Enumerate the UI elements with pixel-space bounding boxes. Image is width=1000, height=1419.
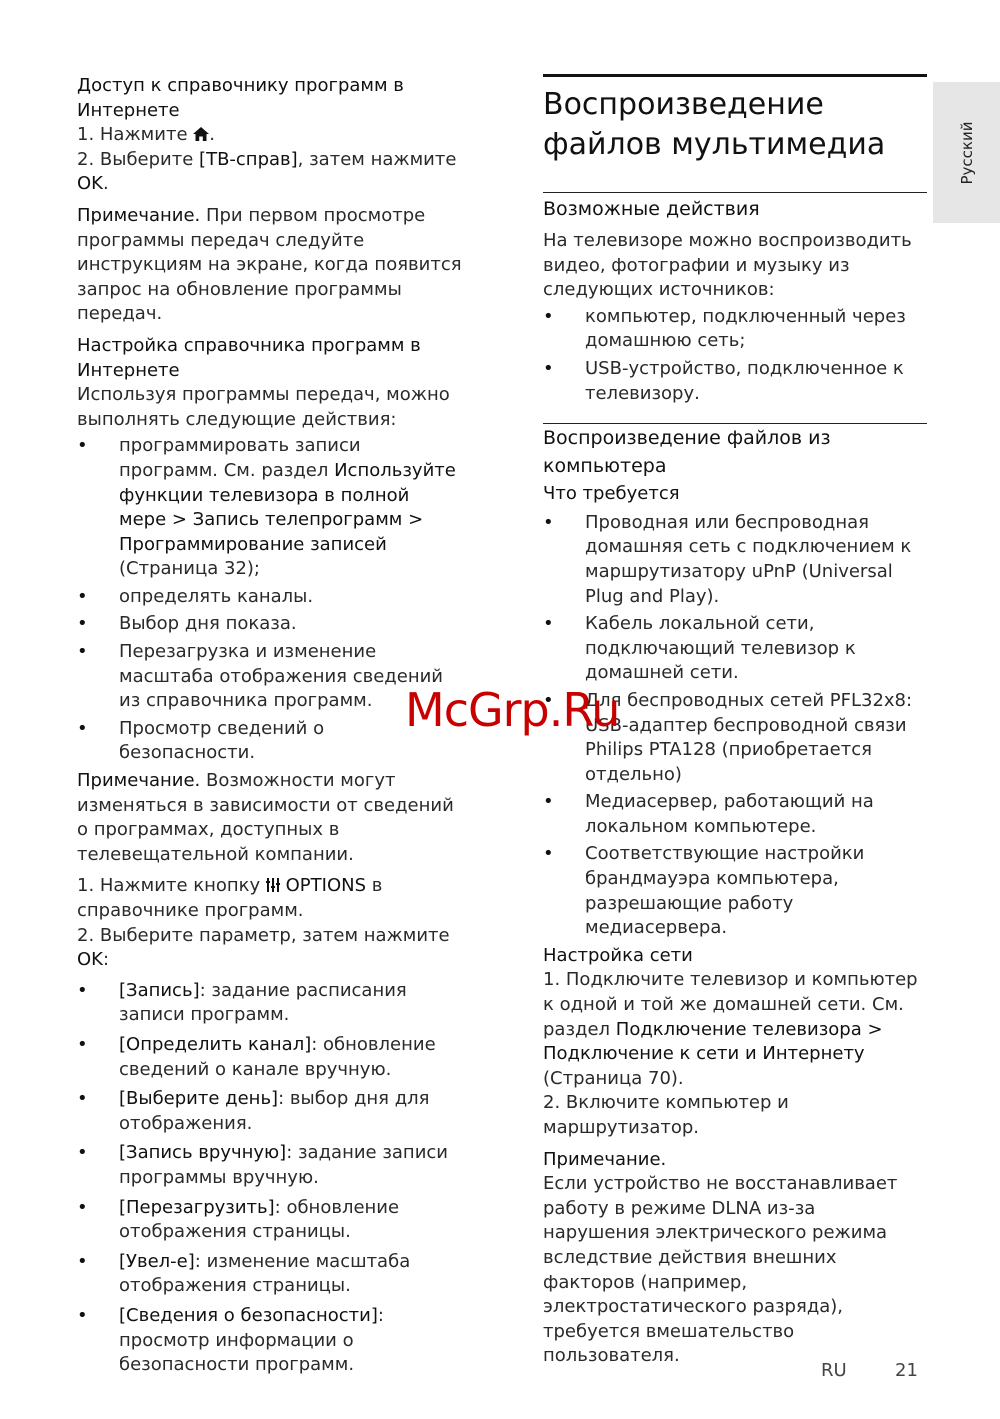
note-1: Примечание. При первом просмотре программы передач следуйте инструкциям на экране, когда появится запрос на обновление программы передач.	[77, 204, 462, 325]
footer-language: RU	[821, 1360, 847, 1381]
list-item: • Медиасервер, работающий на локальном компьютере.	[543, 790, 927, 839]
note-2: Примечание. Возможности могут изменяться в зависимости от сведений о программах, доступных в телевещательной компании.	[77, 770, 454, 865]
option-item: • [Запись]: задание расписания записи программ.	[77, 979, 462, 1028]
heading-online-guide-setup: Настройка справочника программ в Интернете	[77, 334, 421, 381]
note-text: Если устройство не восстанавливает работу в режиме DLNA из-за нарушения электрического режима вследствие действия внешних факторов (например, электростатического разряда), требуется вмешательство пользователя.	[543, 1173, 898, 1367]
option-item: • [Перезагрузить]: обновление отображения страницы.	[77, 1196, 462, 1245]
list-item: • Выбор дня показа.	[77, 612, 462, 637]
title-rule	[543, 74, 927, 77]
option-item: • [Сведения о безопасности]: просмотр информации о безопасности программ.	[77, 1304, 462, 1378]
list-item: • Проводная или беспроводная домашняя сеть с подключением к маршрутизатору uPnP (Universal Plug and Play).	[543, 511, 927, 609]
cross-reference-link: Подключение телевизора > Подключение к сети и Интернету	[543, 1018, 883, 1065]
heading-online-guide-access: Доступ к справочнику программ в Интернете	[77, 75, 404, 121]
step-2: 2. Выберите [ТВ-справ], затем нажмите OK.	[77, 148, 457, 195]
list-item: • компьютер, подключенный через домашнюю сеть;	[543, 305, 927, 354]
list-item: • USB-устройство, подключенное к телевизору.	[543, 357, 927, 406]
actions-intro: На телевизоре можно воспроизводить видео, фотографии и музыку из следующих источников:	[543, 230, 912, 301]
list-item: • Для беспроводных сетей PFL32x8: USB-адаптер беспроводной связи Philips PTA128 (приобретается отдельно)	[543, 689, 927, 787]
network-step-1: 1. Подключите телевизор и компьютер к одной и той же домашней сети. См. раздел Подключение телевизора > Подключение к сети и Интернету (Страница 70).	[543, 969, 918, 1089]
page-number: 21	[895, 1360, 918, 1381]
options-step-2: 2. Выберите параметр, затем нажмите OK:	[77, 924, 450, 971]
list-item: • Просмотр сведений о безопасности.	[77, 717, 462, 766]
heading-note: Примечание.	[543, 1148, 667, 1170]
list-item: • определять каналы.	[77, 585, 462, 610]
option-item: • [Выберите день]: выбор дня для отображения.	[77, 1087, 462, 1136]
heading-network-setup: Настройка сети	[543, 944, 693, 966]
intro-text: Используя программы передач, можно выполнять следующие действия:	[77, 384, 450, 430]
option-item: • [Увел-е]: изменение масштаба отображения страницы.	[77, 1250, 462, 1299]
watermark: McGrp.Ru	[405, 683, 620, 737]
options-step-1: 1. Нажмите кнопку OPTIONS в справочнике программ.	[77, 875, 383, 921]
list-item: • Соответствующие настройки брандмауэра компьютера, разрешающие работу медиасервера.	[543, 842, 927, 940]
step-1: 1. Нажмите .	[77, 124, 215, 146]
options-list	[77, 979, 462, 1378]
section-divider	[543, 192, 927, 193]
cross-reference-link: Используйте функции телевизора в полной мере > Запись телепрограмм > Программирование записей	[119, 459, 456, 555]
home-icon	[193, 127, 209, 141]
options-icon	[266, 878, 280, 892]
list-item: • Перезагрузка и изменение масштаба отображения сведений из справочника программ.	[77, 640, 462, 714]
page-title: Воспроизведение файлов мультимедиа	[543, 87, 886, 162]
option-item: • [Запись вручную]: задание записи программы вручную.	[77, 1141, 462, 1190]
heading-requirements: Что требуется	[543, 483, 680, 505]
heading-play-from-pc: Воспроизведение файлов из компьютера	[543, 427, 831, 478]
network-step-2: 2. Включите компьютер и маршрутизатор.	[543, 1092, 789, 1138]
sources-list	[543, 305, 927, 406]
language-tab: Русский	[933, 82, 1000, 223]
list-item: • программировать записи программ. См. раздел Используйте функции телевизора в полной мере > Запись телепрограмм > Программирование записей (Страница 32);	[77, 434, 462, 582]
heading-possible-actions: Возможные действия	[543, 198, 760, 220]
list-item: • Кабель локальной сети, подключающий телевизор к домашней сети.	[543, 612, 927, 686]
option-item: • [Определить канал]: обновление сведений о канале вручную.	[77, 1033, 462, 1082]
